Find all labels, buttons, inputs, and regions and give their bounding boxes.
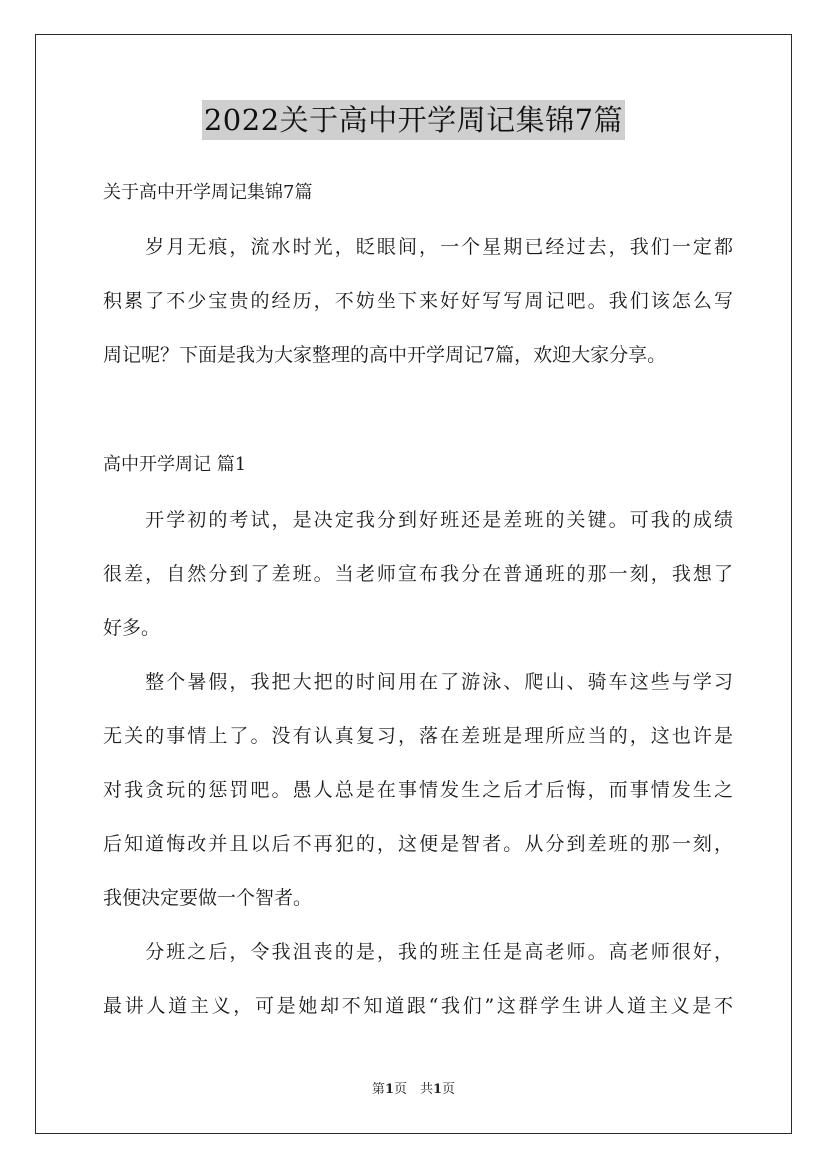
paragraph-line: 分班之后，令我沮丧的是，我的班主任是高老师。高老师很好， [103,941,733,963]
page-total: 1 [433,1082,443,1097]
paragraph-line: 很差，自然分到了差班。当老师宣布我分在普通班的那一刻，我想了 [103,563,733,585]
paragraph-line: 对我贪玩的惩罚吧。愚人总是在事情发生之后才后悔，而事情发生之 [103,779,733,801]
document-title: 2022关于高中开学周记集锦7篇 [202,100,625,140]
title-container [0,100,827,140]
page-current: 1 [384,1082,394,1097]
paragraph-line: 最讲人道主义，可是她却不知道跟“我们”这群学生讲人道主义是不 [103,995,733,1017]
section-heading: 高中开学周记 篇1 [103,454,247,475]
paragraph-line: 整个暑假，我把大把的时间用在了游泳、爬山、骑车这些与学习 [103,671,733,693]
paragraph-line: 后知道悔改并且以后不再犯的，这便是智者。从分到差班的那一刻， [103,833,733,855]
page-label-suffix: 页 [442,1082,456,1097]
paragraph-line: 我便决定要做一个智者。 [103,887,313,909]
page-label-mid: 页 共 [393,1082,433,1097]
page-footer [0,1081,827,1099]
document-subtitle: 关于高中开学周记集锦7篇 [103,182,313,203]
page-label-prefix: 第 [371,1082,385,1097]
intro-line: 岁月无痕，流水时光，眨眼间，一个星期已经过去，我们一定都 [103,236,733,258]
paragraph-line: 开学初的考试，是决定我分到好班还是差班的关键。可我的成绩 [103,509,733,531]
paragraph-line: 好多。 [103,617,161,639]
intro-line: 积累了不少宝贵的经历，不妨坐下来好好写写周记吧。我们该怎么写 [103,290,733,312]
intro-line: 周记呢？下面是我为大家整理的高中开学周记7篇，欢迎大家分享。 [103,344,667,366]
paragraph-line: 无关的事情上了。没有认真复习，落在差班是理所应当的，这也许是 [103,725,733,747]
